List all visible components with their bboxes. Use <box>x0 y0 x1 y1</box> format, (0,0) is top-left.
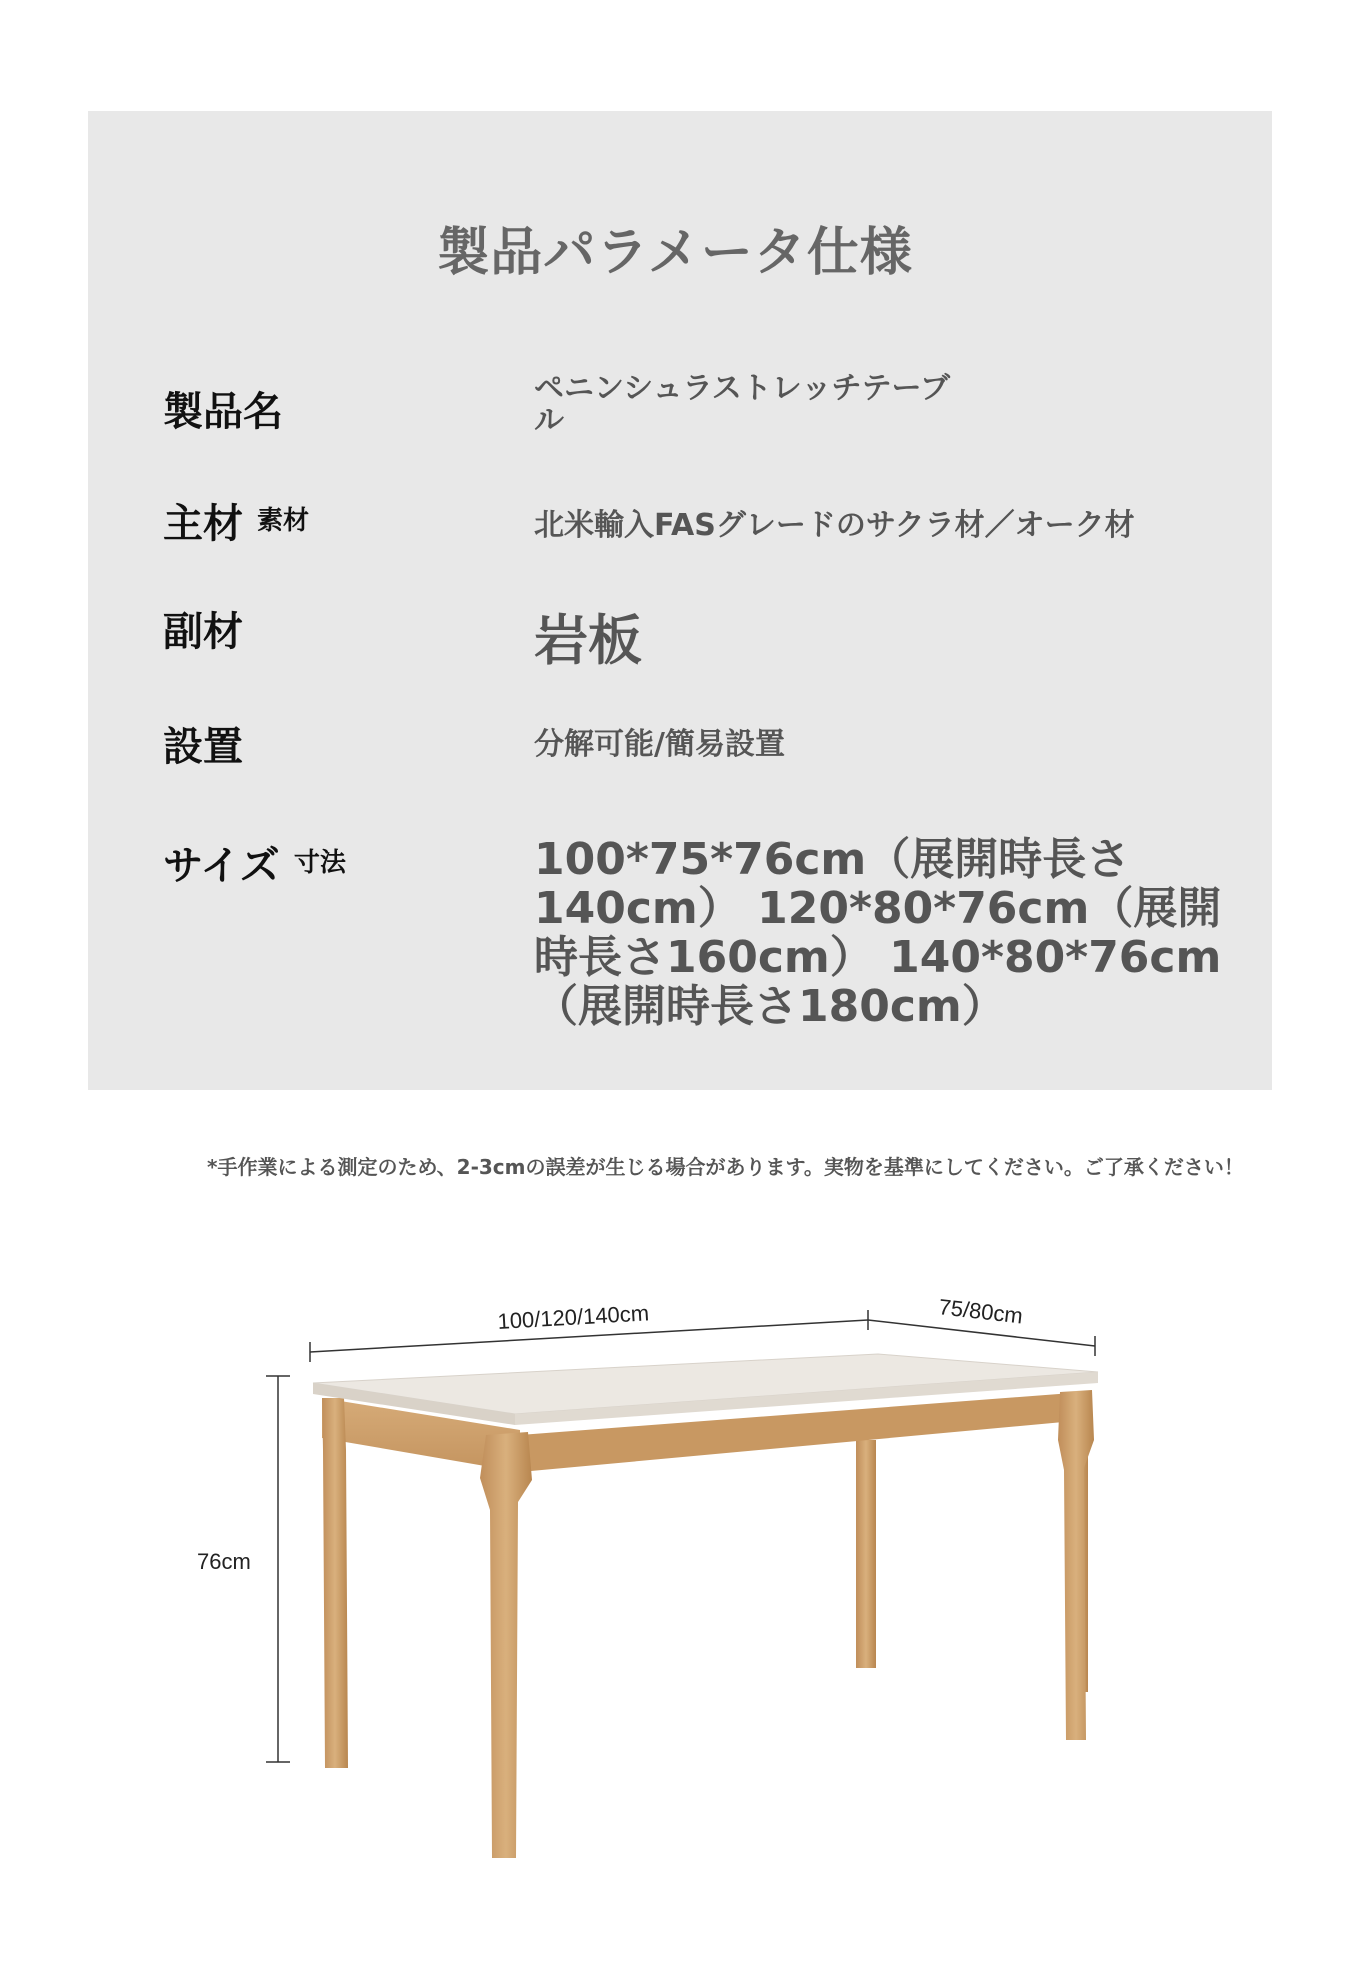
depth-label: 75/80cm <box>937 1294 1025 1329</box>
back-right-leg-front <box>1058 1390 1094 1740</box>
front-right-leg <box>480 1432 532 1858</box>
height-dimension-line <box>266 1376 290 1762</box>
label-installation: 設置 <box>163 724 243 770</box>
label-sub-material: 副材 <box>163 609 243 655</box>
back-left-leg <box>856 1440 876 1668</box>
label-main-material-text: 主材 <box>163 501 243 547</box>
value-size: 100*75*76cm（展開時長さ140cm） 120*80*76cm（展開時長さ160cm） 140*80*76cm（展開時長さ180cm） <box>534 834 1222 1032</box>
value-installation: 分解可能/簡易設置 <box>534 727 785 762</box>
label-main-material-sub: 素材 <box>257 506 310 536</box>
spec-title: 製品パラメータ仕様 <box>437 223 913 283</box>
value-sub-material: 岩板 <box>534 609 642 672</box>
front-left-leg <box>322 1398 348 1768</box>
label-size-sub: 寸法 <box>293 848 346 878</box>
height-label: 76cm <box>197 1549 251 1574</box>
label-size <box>163 834 346 891</box>
label-main-material <box>163 492 309 549</box>
depth-dimension-line <box>868 1320 1095 1356</box>
table-dimension-drawing <box>0 1280 1350 1880</box>
table-illustration <box>313 1354 1098 1858</box>
label-product-name: 製品名 <box>163 389 283 435</box>
value-main-material: 北米輸入FASグレードのサクラ材／オーク材 <box>534 508 1135 543</box>
value-product-name: ペニンシュラストレッチテーブル <box>534 371 950 438</box>
length-label: 100/120/140cm <box>496 1300 650 1334</box>
measurement-note: *手作業による測定のため、2-3cmの誤差が生じる場合があります。実物を基準にしてください。ご了承ください！ <box>207 1155 1244 1179</box>
label-size-text: サイズ <box>163 843 280 889</box>
